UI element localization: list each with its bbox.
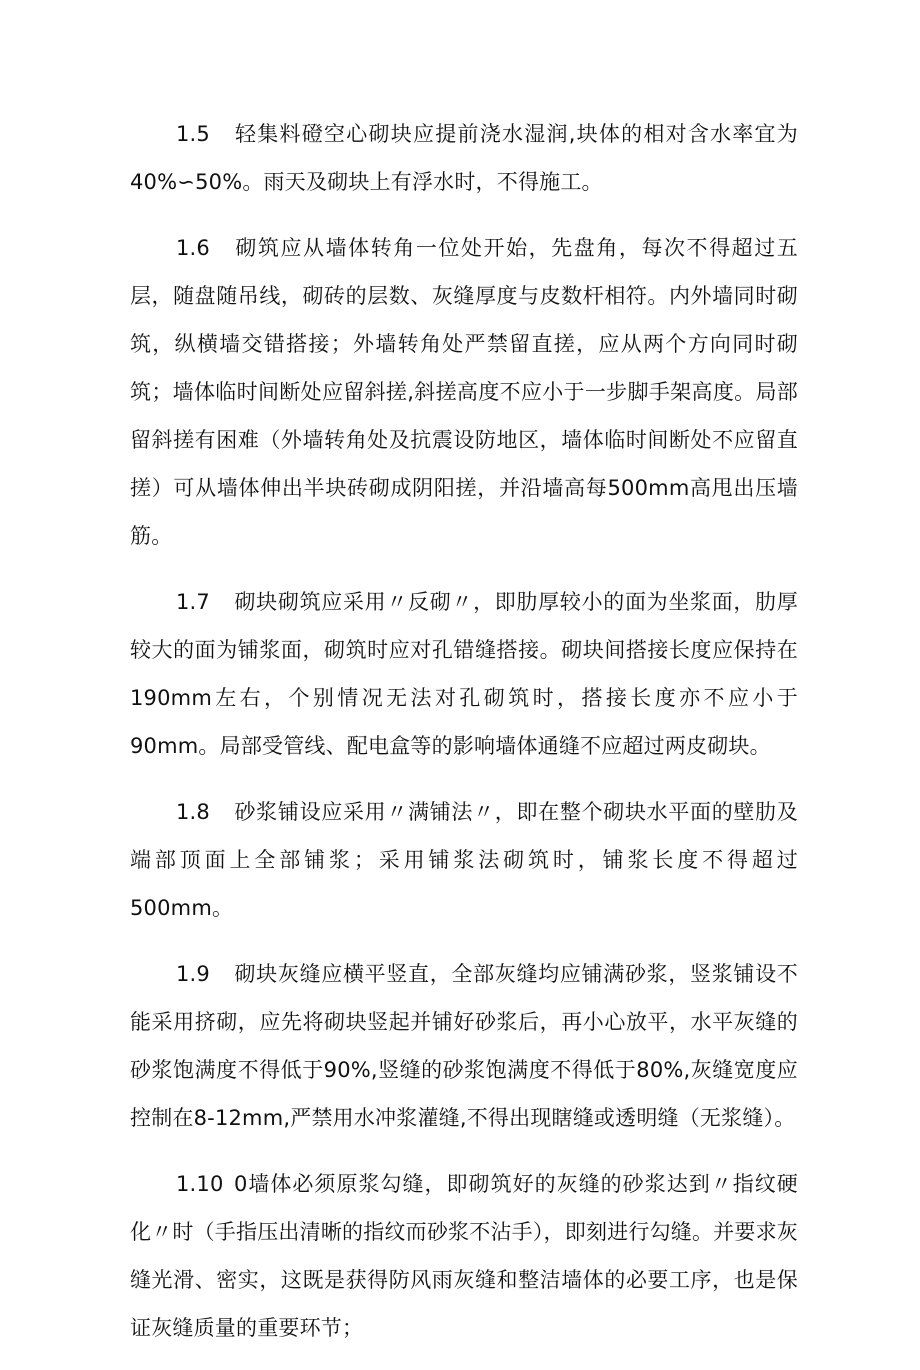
- paragraph-1-9: [130, 950, 798, 1142]
- paragraph-text: 砌块灰缝应横平竖直，全部灰缝均应铺满砂浆，竖浆铺设不能采用挤砌，应先将砌块竖起并铺好砂浆后，再小心放平，水平灰缝的砂浆饱满度不得低于90%,竖缝的砂浆饱满度不得低于80%,灰缝宽度应控制在8-12mm,严禁用水冲浆灌缝,不得出现瞎缝或透明缝（无浆缝）。: [130, 962, 798, 1130]
- paragraph-text: 砂浆铺设应采用〃满铺法〃，即在整个砌块水平面的壁肋及端部顶面上全部铺浆；采用铺浆法砌筑时，铺浆长度不得超过500mm。: [130, 800, 798, 920]
- paragraph-1-8: [130, 788, 798, 932]
- paragraph-1-6: [130, 224, 798, 560]
- paragraph-number: 1.7: [176, 590, 210, 614]
- paragraph-number: 1.9: [176, 962, 210, 986]
- document-body: [130, 110, 798, 1370]
- paragraph-text: 0墙体必须原浆勾缝，即砌筑好的灰缝的砂浆达到〃指纹硬化〃时（手指压出清晰的指纹而砂浆不沾手），即刻进行勾缝。并要求灰缝光滑、密实，这既是获得防风雨灰缝和整洁墙体的必要工序，也是保证灰缝质量的重要环节；: [130, 1172, 798, 1340]
- paragraph-text: 砌筑应从墙体转角一位处开始，先盘角，每次不得超过五层，随盘随吊线，砌砖的层数、灰缝厚度与皮数杆相符。内外墙同时砌筑，纵横墙交错搭接；外墙转角处严禁留直搓，应从两个方向同时砌筑；墙体临时间断处应留斜搓,斜搓高度不应小于一步脚手架高度。局部留斜搓有困难（外墙转角处及抗震设防地区，墙体临时间断处不应留直搓）可从墙体伸出半块砖砌成阴阳搓，并沿墙高每500mm高甩出压墙筋。: [130, 236, 798, 548]
- paragraph-1-7: [130, 578, 798, 770]
- paragraph-number: 1.8: [176, 800, 210, 824]
- paragraph-1-5: [130, 110, 798, 206]
- paragraph-number: 1.5: [176, 122, 210, 146]
- paragraph-text: 轻集料磴空心砌块应提前浇水湿润,块体的相对含水率宜为40%∽50%。雨天及砌块上有浮水时，不得施工。: [130, 122, 798, 194]
- paragraph-text: 砌块砌筑应采用〃反砌〃，即肋厚较小的面为坐浆面，肋厚较大的面为铺浆面，砌筑时应对孔错缝搭接。砌块间搭接长度应保持在190mm左右，个别情况无法对孔砌筑时，搭接长度亦不应小于90mm。局部受管线、配电盒等的影响墙体通缝不应超过两皮砌块。: [130, 590, 798, 758]
- paragraph-number: 1.10: [176, 1172, 224, 1196]
- paragraph-number: 1.6: [176, 236, 210, 260]
- paragraph-1-10: [130, 1160, 798, 1352]
